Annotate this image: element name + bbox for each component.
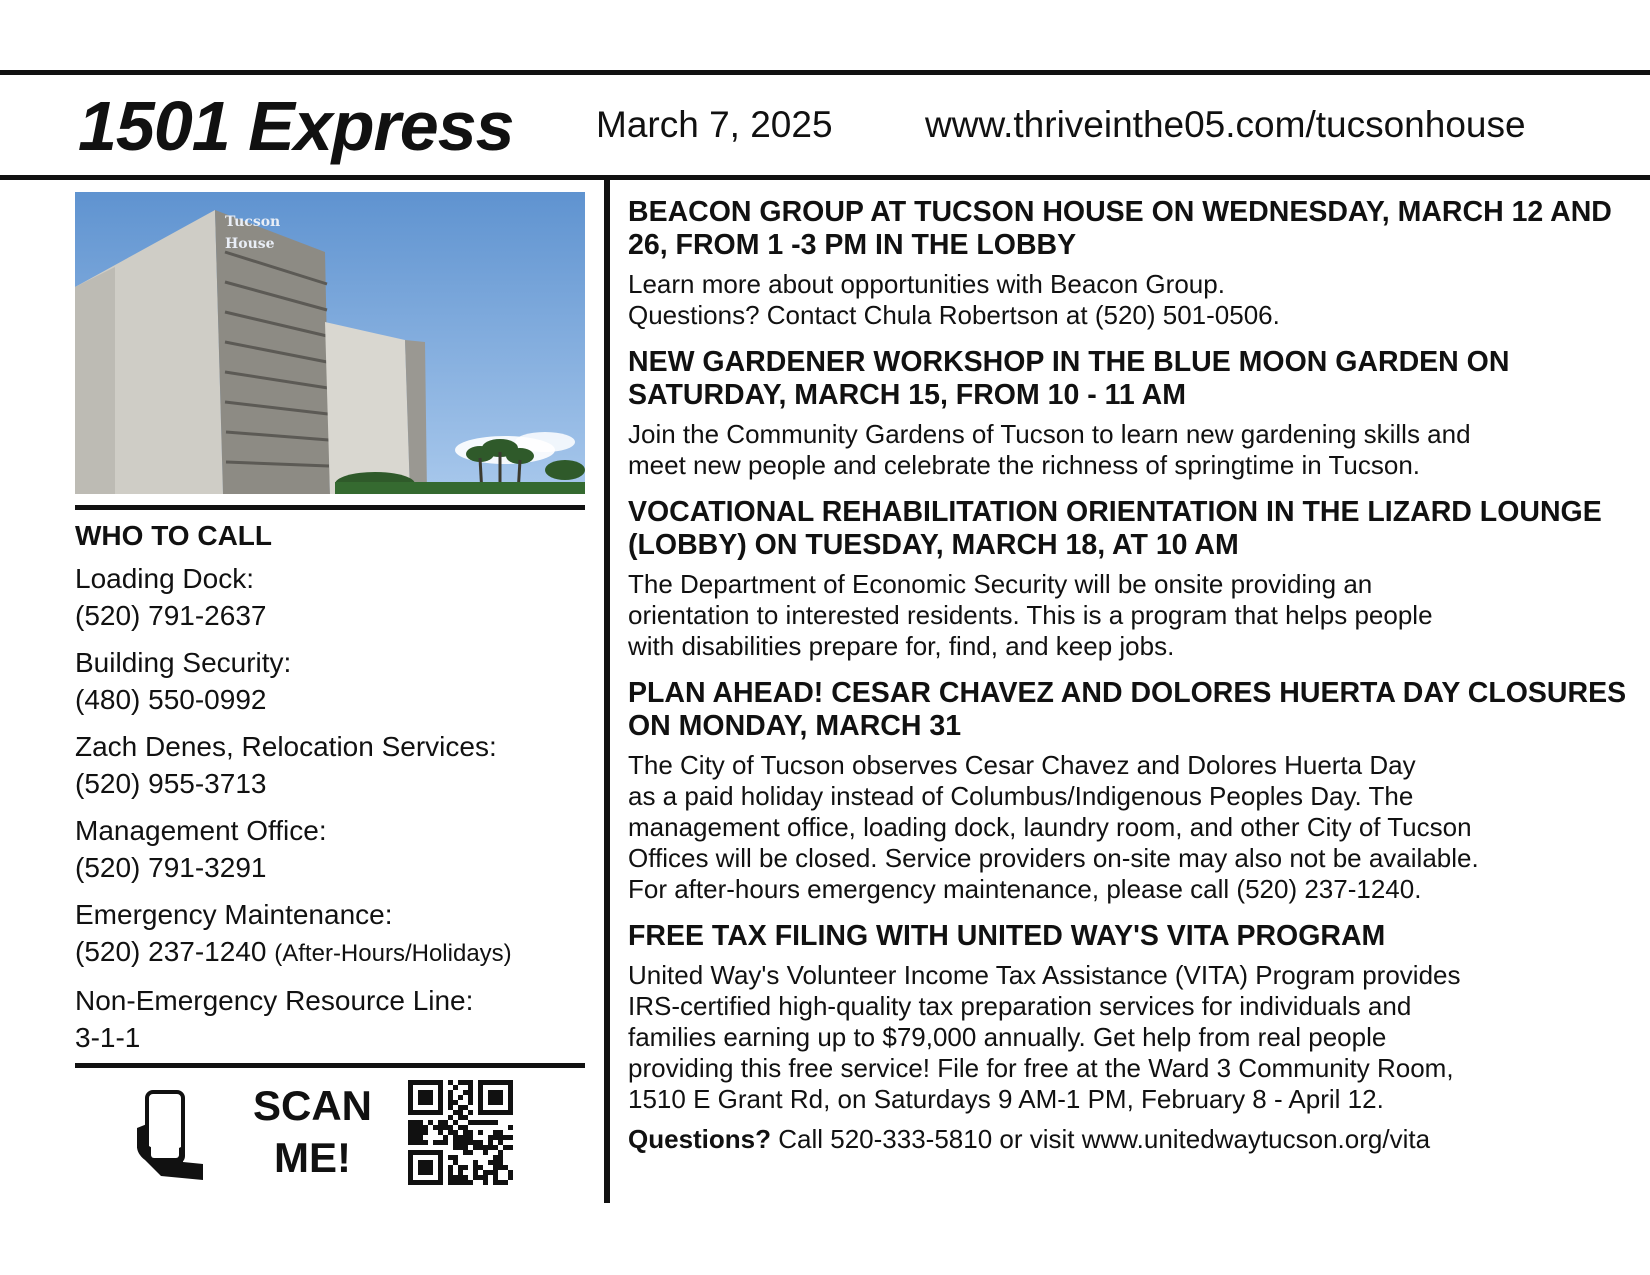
contact-label: Zach Denes, Relocation Services:	[75, 731, 497, 762]
event-item	[628, 677, 1628, 905]
website-url: www.thriveinthe05.com/tucsonhouse	[925, 104, 1526, 145]
contact-phone: (480) 550-0992	[75, 684, 267, 715]
event-title: NEW GARDENER WORKSHOP IN THE BLUE MOON GARDEN ON SATURDAY, MARCH 15, FROM 10 - 11 AM	[628, 346, 1510, 411]
event-body-line: The Department of Economic Security will be onsite providing an	[628, 569, 1373, 599]
contact-resource-line	[75, 982, 595, 1056]
issue-date: March 7, 2025	[596, 104, 833, 145]
newsletter-title: 1501 Express	[78, 87, 514, 165]
column-divider	[604, 180, 610, 1203]
event-body-line: management office, loading dock, laundry room, and other City of Tucson	[628, 812, 1472, 842]
event-body-line: meet new people and celebrate the richness of springtime in Tucson.	[628, 450, 1421, 480]
contact-label: Emergency Maintenance:	[75, 899, 393, 930]
header-top-rule	[0, 70, 1650, 75]
event-body-line: For after-hours emergency maintenance, please call (520) 237-1240.	[628, 874, 1422, 904]
event-item	[628, 920, 1628, 1115]
contact-note: (After-Hours/Holidays)	[274, 940, 512, 967]
hand-phone-icon	[135, 1090, 205, 1187]
event-body-line: Join the Community Gardens of Tucson to learn new gardening skills and	[628, 419, 1471, 449]
contact-relocation-services	[75, 728, 595, 802]
event-title: BEACON GROUP AT TUCSON HOUSE ON WEDNESDAY, MARCH 12 AND 26, FROM 1 -3 PM IN THE LOBBY	[628, 196, 1612, 261]
event-body-line: Offices will be closed. Service providers on-site may also not be available.	[628, 843, 1479, 873]
contact-building-security	[75, 644, 595, 718]
contact-phone: (520) 791-3291	[75, 852, 267, 883]
event-body-line: orientation to interested residents. This is a program that helps people	[628, 600, 1433, 630]
event-body	[628, 569, 1628, 662]
event-title: FREE TAX FILING WITH UNITED WAY'S VITA PROGRAM	[628, 920, 1386, 952]
event-item	[628, 196, 1628, 331]
event-body	[628, 269, 1628, 331]
event-title: PLAN AHEAD! CESAR CHAVEZ AND DOLORES HUERTA DAY CLOSURES ON MONDAY, MARCH 31	[628, 677, 1627, 742]
event-item	[628, 346, 1628, 481]
contact-phone-row	[75, 933, 595, 972]
event-body	[628, 960, 1628, 1115]
building-sign-line-1: Tucson	[225, 214, 281, 230]
event-body	[628, 419, 1628, 481]
event-body-line: families earning up to $79,000 annually. Get help from real people	[628, 1022, 1387, 1052]
event-title: VOCATIONAL REHABILITATION ORIENTATION IN THE LIZARD LOUNGE (LOBBY) ON TUESDAY, MARCH 18, AT 10 AM	[628, 496, 1602, 561]
contact-phone: (520) 955-3713	[75, 768, 267, 799]
contact-phone: 3-1-1	[75, 1022, 141, 1053]
contact-phone: (520) 237-1240	[75, 936, 267, 967]
who-to-call-section	[75, 516, 595, 1066]
contact-phone: (520) 791-2637	[75, 600, 267, 631]
contact-loading-dock	[75, 560, 595, 634]
scan-me-row	[75, 1080, 585, 1190]
event-item	[628, 496, 1628, 662]
contact-label: Non-Emergency Resource Line:	[75, 985, 474, 1016]
events-column	[628, 196, 1628, 1155]
event-body-line: The City of Tucson observes Cesar Chavez and Dolores Huerta Day	[628, 750, 1416, 780]
event-body-line: Learn more about opportunities with Beacon Group.	[628, 269, 1225, 299]
scan-line-2: ME!	[274, 1134, 351, 1181]
contact-emergency-maintenance	[75, 896, 595, 972]
event-body-line: United Way's Volunteer Income Tax Assistance (VITA) Program provides	[628, 960, 1461, 990]
event-body-line: Questions? Contact Chula Robertson at (520) 501-0506.	[628, 300, 1280, 330]
qr-code[interactable]	[408, 1080, 513, 1190]
scan-line-1: SCAN	[252, 1082, 372, 1129]
contact-label: Building Security:	[75, 647, 292, 678]
questions-line	[628, 1124, 1628, 1155]
tucson-house-photo	[75, 192, 585, 494]
event-body-line: IRS-certified high-quality tax preparation services for individuals and	[628, 991, 1412, 1021]
event-body-line: providing this free service! File for free at the Ward 3 Community Room,	[628, 1053, 1454, 1083]
event-body-line: 1510 E Grant Rd, on Saturdays 9 AM-1 PM, February 8 - April 12.	[628, 1084, 1384, 1114]
header-bottom-rule	[0, 175, 1650, 180]
left-section-rule-top	[75, 505, 585, 510]
building-sign-line-2: House	[225, 236, 275, 252]
scan-me-text	[245, 1080, 380, 1184]
contact-management-office	[75, 812, 595, 886]
left-section-rule-bottom	[75, 1063, 585, 1068]
event-body-line: as a paid holiday instead of Columbus/Indigenous Peoples Day. The	[628, 781, 1414, 811]
who-to-call-heading: WHO TO CALL	[75, 520, 273, 551]
questions-text: Call 520-333-5810 or visit www.unitedwaytucson.org/vita	[778, 1124, 1431, 1154]
questions-label: Questions?	[628, 1124, 772, 1154]
event-body-line: with disabilities prepare for, find, and keep jobs.	[628, 631, 1175, 661]
contact-label: Management Office:	[75, 815, 327, 846]
event-body	[628, 750, 1628, 905]
contact-label: Loading Dock:	[75, 563, 255, 594]
